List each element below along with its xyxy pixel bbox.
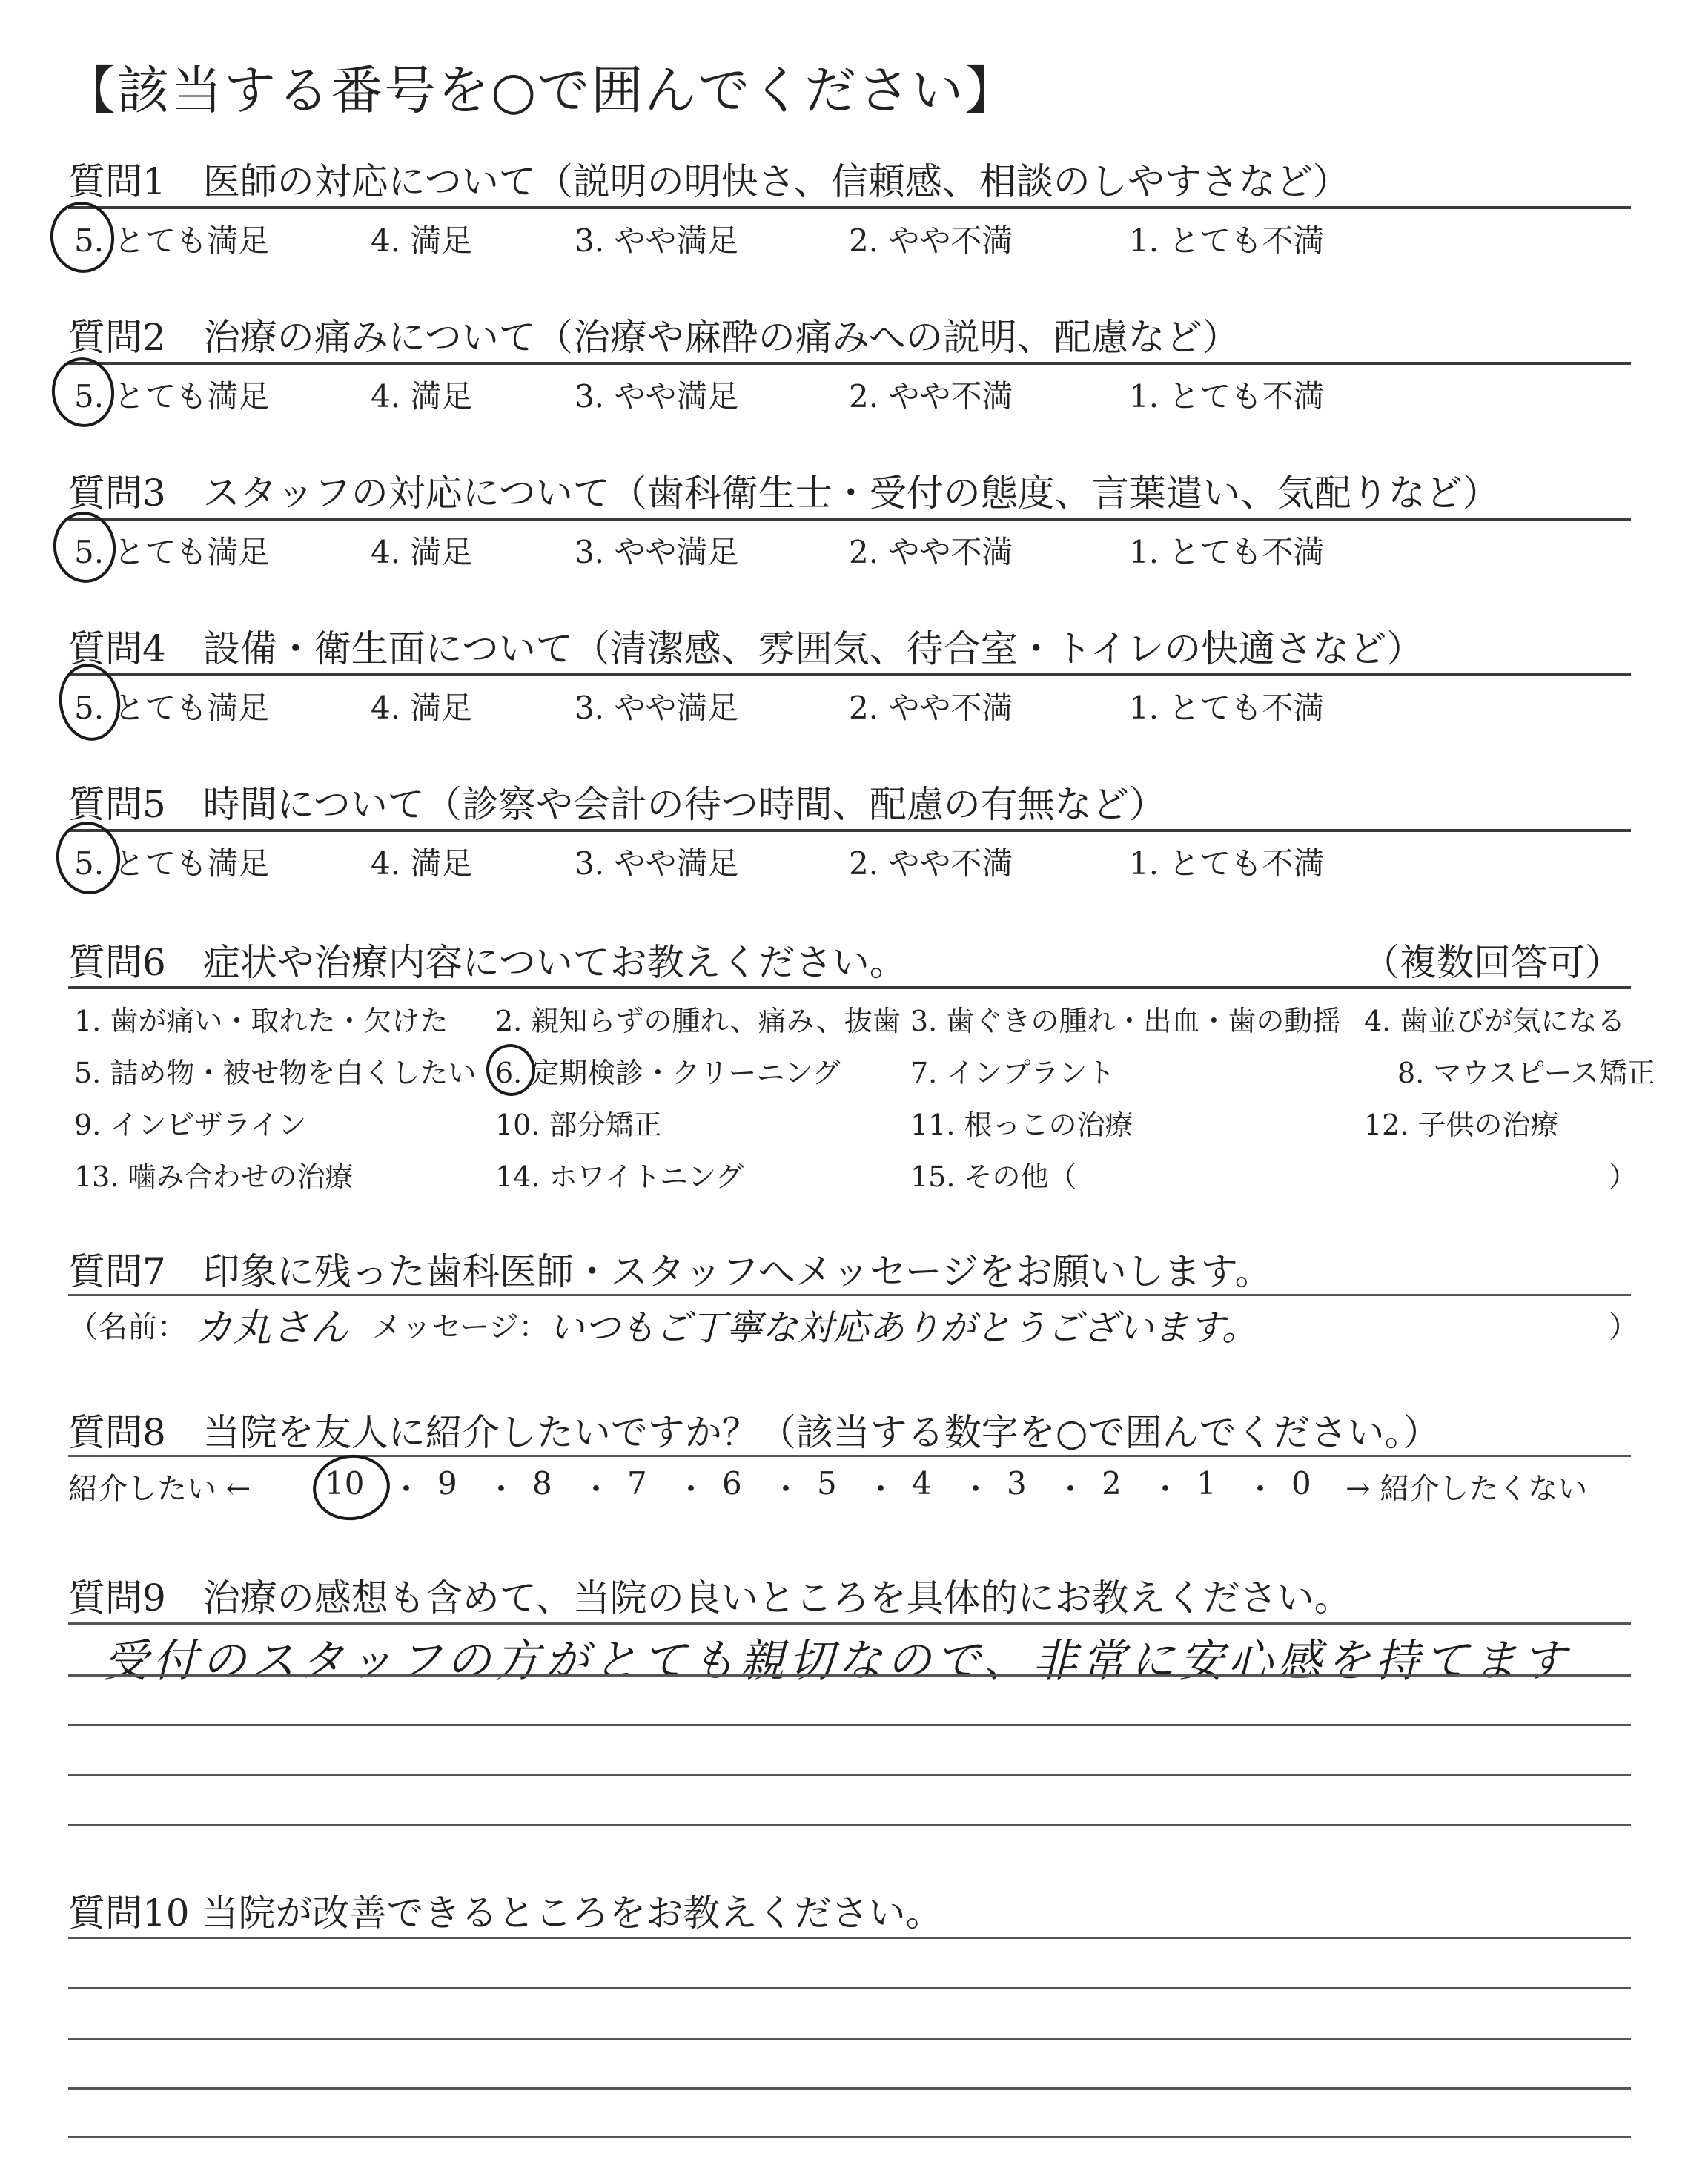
q3-option-5[interactable]: 5. とても満足 [74, 534, 270, 570]
q2-option-3[interactable]: 3. やや満足 [575, 378, 739, 415]
q1-option-1[interactable]: 1. とても不満 [1129, 222, 1325, 259]
q8-dot: ・ [486, 1471, 517, 1507]
q6-item-15[interactable]: 15. その他（ [910, 1160, 1077, 1193]
q8-scale-8[interactable]: 8 [532, 1465, 552, 1502]
q3-title: 質問3 スタッフの対応について（歯科衛生士・受付の態度、言葉遣い、気配りなど） [68, 472, 1500, 515]
q9-line-4 [68, 1774, 1631, 1776]
q8-title: 質問8 当院を友人に紹介したいですか？（該当する数字を○で囲んでください。） [68, 1411, 1440, 1454]
q8-scale-9[interactable]: 9 [437, 1465, 457, 1502]
q5-title: 質問5 時間について（診察や会計の待つ時間、配慮の有無など） [68, 783, 1166, 826]
q3-option-2[interactable]: 2. やや不満 [849, 534, 1013, 570]
q4-title: 質問4 設備・衛生面について（清潔感、雰囲気、待合室・トイレの快適さなど） [68, 627, 1424, 670]
q6-title: 質問6 症状や治療内容についてお教えください。 [68, 941, 907, 984]
q10-line-2 [68, 1987, 1631, 1989]
q7-message-value[interactable]: いつもご丁寧な対応ありがとうございます。 [549, 1307, 1258, 1349]
q7-title: 質問7 印象に残った歯科医師・スタッフへメッセージをお願いします。 [68, 1250, 1272, 1293]
q1-option-5[interactable]: 5. とても満足 [74, 222, 270, 259]
q4-option-4[interactable]: 4. 満足 [371, 690, 473, 726]
q2-divider [68, 362, 1631, 365]
q1-option-2[interactable]: 2. やや不満 [849, 222, 1013, 259]
q6-item-9[interactable]: 9. インビザライン [74, 1109, 307, 1141]
q9-line-1 [68, 1622, 1631, 1625]
q5-option-4[interactable]: 4. 満足 [371, 845, 473, 882]
q8-scale-2[interactable]: 2 [1102, 1465, 1122, 1502]
q8-scale-10[interactable]: 10 [325, 1465, 365, 1502]
q1-title: 質問1 医師の対応について（説明の明快さ、信頼感、相談のしやすさなど） [68, 160, 1350, 203]
q6-item-6[interactable]: 6. 定期検診・クリーニング [495, 1057, 841, 1089]
q2-title: 質問2 治療の痛みについて（治療や麻酔の痛みへの説明、配慮など） [68, 316, 1239, 359]
q6-item-15-close: ） [1609, 1160, 1638, 1193]
q6-note: （複数回答可） [1363, 941, 1622, 984]
q9-title: 質問9 治療の感想も含めて、当院の良いところを具体的にお教えください。 [68, 1576, 1351, 1619]
q10-line-1 [68, 1937, 1631, 1939]
q1-option-4[interactable]: 4. 満足 [371, 222, 473, 259]
q4-option-3[interactable]: 3. やや満足 [575, 690, 739, 726]
q3-option-3[interactable]: 3. やや満足 [575, 534, 739, 570]
q1-selection-circle [46, 197, 119, 277]
q3-option-1[interactable]: 1. とても不満 [1129, 534, 1325, 570]
q5-option-3[interactable]: 3. やや満足 [575, 845, 739, 882]
q2-option-2[interactable]: 2. やや不満 [849, 378, 1013, 415]
q6-item-8[interactable]: 8. マウスピース矯正 [1397, 1057, 1655, 1089]
q4-option-2[interactable]: 2. やや不満 [849, 690, 1013, 726]
q8-scale-7[interactable]: 7 [627, 1465, 647, 1502]
q5-option-1[interactable]: 1. とても不満 [1129, 845, 1325, 882]
q7-close-paren: ） [1609, 1310, 1638, 1344]
q6-item-12[interactable]: 12. 子供の治療 [1364, 1109, 1559, 1141]
q7-name-value[interactable]: カ丸さん [194, 1306, 349, 1350]
q9-line-3 [68, 1724, 1631, 1726]
q6-item-10[interactable]: 10. 部分矯正 [495, 1109, 662, 1141]
q3-option-4[interactable]: 4. 満足 [371, 534, 473, 570]
q6-item-2[interactable]: 2. 親知らずの腫れ、痛み、抜歯 [495, 1005, 901, 1037]
q8-dot: ・ [865, 1471, 897, 1507]
q5-divider [68, 829, 1631, 832]
q6-item-1[interactable]: 1. 歯が痛い・取れた・欠けた [74, 1005, 448, 1037]
q2-selection-circle [47, 354, 119, 432]
q4-divider [68, 673, 1631, 676]
q10-line-3 [68, 2038, 1631, 2040]
q6-item-3[interactable]: 3. 歯ぐきの腫れ・出血・歯の動揺 [910, 1005, 1341, 1037]
q9-answer[interactable]: 受付のスタッフの方がとても親切なので、非常に安心感を持てます [104, 1635, 1571, 1687]
q8-scale-6[interactable]: 6 [722, 1465, 742, 1502]
q8-scale-0[interactable]: 0 [1291, 1465, 1311, 1502]
q2-option-1[interactable]: 1. とても不満 [1129, 378, 1325, 415]
q8-left-label: 紹介したい ← [68, 1472, 251, 1506]
q7-name-label: （名前： [68, 1310, 187, 1344]
q8-right-label: → 紹介したくない [1345, 1472, 1588, 1506]
q8-scale-4[interactable]: 4 [912, 1465, 932, 1502]
q4-option-5[interactable]: 5. とても満足 [74, 690, 270, 726]
q3-divider [68, 518, 1631, 521]
q10-line-4 [68, 2087, 1631, 2090]
q1-option-3[interactable]: 3. やや満足 [575, 222, 739, 259]
q8-dot: ・ [675, 1471, 707, 1507]
q8-selection-circle [308, 1450, 394, 1525]
page-title: 【該当する番号を○で囲んでください】 [64, 60, 1019, 121]
q6-item-5[interactable]: 5. 詰め物・被せ物を白くしたい [74, 1057, 477, 1089]
q8-dot: ・ [1245, 1471, 1277, 1507]
q8-dot: ・ [770, 1471, 802, 1507]
q8-scale-1[interactable]: 1 [1196, 1465, 1217, 1502]
q5-option-5[interactable]: 5. とても満足 [74, 845, 270, 882]
q6-item-14[interactable]: 14. ホワイトニング [495, 1160, 744, 1193]
q10-title: 質問10 当院が改善できるところをお教えください。 [68, 1892, 943, 1935]
q5-option-2[interactable]: 2. やや不満 [849, 845, 1013, 882]
q7-message-label: メッセージ： [372, 1310, 549, 1344]
q6-item-13[interactable]: 13. 噛み合わせの治療 [74, 1160, 354, 1193]
q8-dot: ・ [1150, 1471, 1182, 1507]
q6-item-4[interactable]: 4. 歯並びが気になる [1364, 1005, 1626, 1037]
q4-option-1[interactable]: 1. とても不満 [1129, 690, 1325, 726]
q8-scale-3[interactable]: 3 [1007, 1465, 1027, 1502]
q6-item-7[interactable]: 7. インプラント [910, 1057, 1116, 1089]
q10-line-5 [68, 2136, 1631, 2138]
q9-line-2 [68, 1674, 1631, 1677]
q8-divider [68, 1455, 1631, 1457]
q8-dot: ・ [391, 1471, 423, 1507]
q9-line-5 [68, 1824, 1631, 1826]
q2-option-5[interactable]: 5. とても満足 [74, 378, 270, 415]
q8-dot: ・ [1055, 1471, 1087, 1507]
q6-item-11[interactable]: 11. 根っこの治療 [910, 1109, 1133, 1141]
q8-scale-5[interactable]: 5 [817, 1465, 837, 1502]
q1-divider [68, 206, 1631, 209]
q8-dot: ・ [960, 1471, 992, 1507]
q8-dot: ・ [580, 1471, 612, 1507]
q6-divider [68, 986, 1631, 989]
q2-option-4[interactable]: 4. 満足 [371, 378, 473, 415]
